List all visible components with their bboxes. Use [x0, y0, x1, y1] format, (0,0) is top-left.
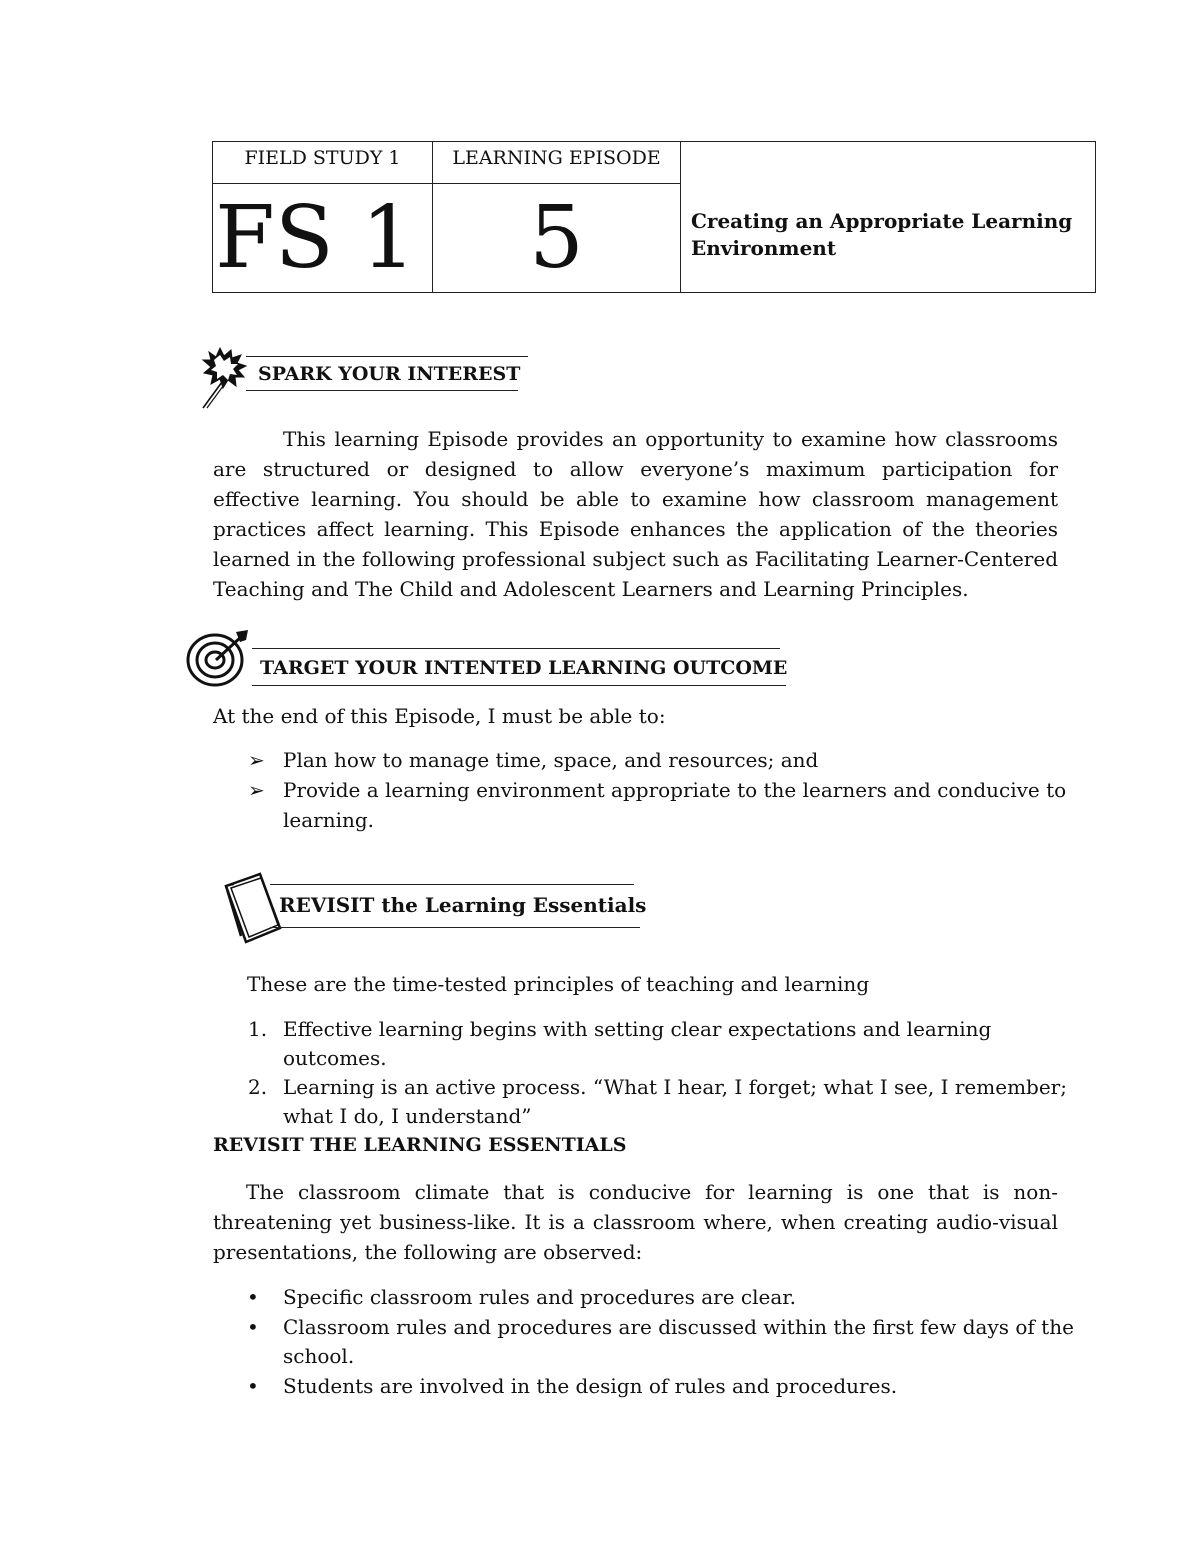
table-divider — [680, 142, 681, 292]
section-rule — [252, 685, 786, 686]
bullet-icon: • — [247, 1285, 259, 1309]
climate-bullet: Classroom rules and procedures are discussed within the first few days of the — [283, 1315, 1074, 1339]
climate-bullet-continued: school. — [283, 1344, 355, 1368]
episode-title: Creating an Appropriate Learning Environment — [691, 209, 1073, 260]
outcome-item: Provide a learning environment appropriate to the learners and conducive to — [283, 778, 1067, 802]
section-rule — [252, 648, 780, 649]
outcome-item: Plan how to manage time, space, and resources; and — [283, 748, 819, 772]
bullet-icon: • — [247, 1374, 259, 1398]
arrow-bullet-icon: ➢ — [248, 748, 265, 772]
revisit-intro-text: These are the time-tested principles of teaching and learning — [247, 972, 870, 996]
book-icon — [222, 870, 284, 946]
spark-burst-icon — [200, 346, 250, 410]
target-section-title: TARGET YOUR INTENTED LEARNING OUTCOME — [260, 657, 788, 679]
episode-number: 5 — [529, 188, 584, 288]
list-number: 2. — [248, 1075, 268, 1099]
revisit-section-title: REVISIT the Learning Essentials — [279, 893, 647, 917]
outcome-item-continued: learning. — [283, 808, 375, 832]
target-intro-text: At the end of this Episode, I must be able to: — [213, 704, 666, 728]
list-number: 1. — [248, 1017, 268, 1041]
climate-text-line: threatening yet business-like. It is a classroom where, when creating audio-visual — [213, 1210, 1058, 1234]
target-icon — [186, 628, 256, 688]
episode-header-table — [212, 141, 1096, 293]
climate-text-line: The classroom climate that is conducive for learning is one that is non- — [246, 1180, 1058, 1204]
arrow-bullet-icon: ➢ — [248, 778, 265, 802]
learning-episode-label: LEARNING EPISODE — [452, 147, 661, 169]
principle-item: Learning is an active process. “What I hear, I forget; what I see, I remember; — [283, 1075, 1067, 1099]
field-study-code: FS 1 — [215, 188, 416, 288]
principle-item: Effective learning begins with setting clear expectations and learning — [283, 1017, 992, 1041]
spark-section-title: SPARK YOUR INTEREST — [258, 363, 521, 385]
principle-item-continued: what I do, I understand” — [283, 1104, 532, 1128]
climate-bullet: Students are involved in the design of rules and procedures. — [283, 1374, 898, 1398]
principle-item-continued: outcomes. — [283, 1046, 387, 1070]
section-rule — [246, 390, 518, 391]
bullet-icon: • — [247, 1315, 259, 1339]
field-study-label: FIELD STUDY 1 — [244, 147, 401, 169]
climate-text-line: presentations, the following are observed: — [213, 1240, 643, 1264]
revisit-heading: REVISIT THE LEARNING ESSENTIALS — [213, 1134, 627, 1156]
section-rule — [246, 356, 528, 357]
climate-bullet: Specific classroom rules and procedures are clear. — [283, 1285, 797, 1309]
section-rule — [270, 884, 634, 885]
spark-body-text: This learning Episode provides an opportunity to examine how classrooms are structured or designed to allow everyone’s maximum participation for effective learning. You should be able to examine how classroom management practices affect learning. This Episode enhances the application of the theories learned in the following professional subject such as Facilitating Learner-Centered Teaching and The Child and Adolescent Learners and Learning Principles. — [213, 427, 1058, 601]
section-rule — [270, 927, 640, 928]
